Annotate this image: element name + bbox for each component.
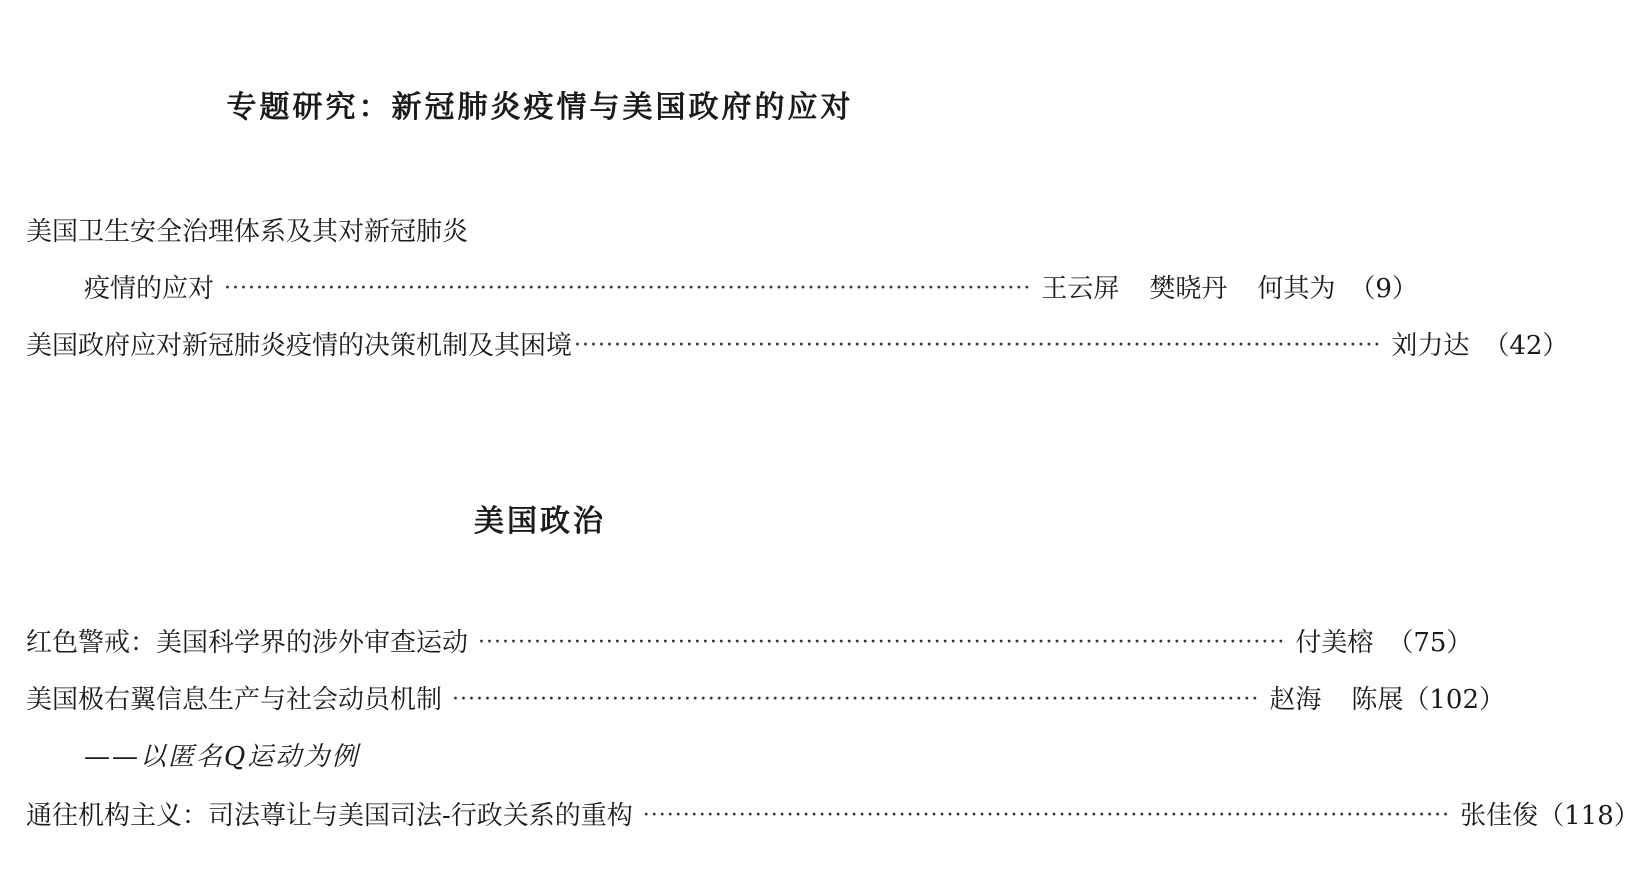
page-number: （102） bbox=[1403, 685, 1505, 715]
page-number: （75） bbox=[1387, 628, 1473, 658]
entry-title: 美国政府应对新冠肺炎疫情的决策机制及其困境 bbox=[26, 331, 573, 361]
page-number: （42） bbox=[1483, 331, 1569, 361]
dot-leader: ····································································································· bbox=[642, 803, 1451, 828]
entry-title: 美国极右翼信息生产与社会动员机制 bbox=[26, 685, 443, 715]
dot-leader: ····································································································· bbox=[452, 687, 1260, 712]
author-name: 付美榕 bbox=[1295, 628, 1374, 658]
author-name: 王云屏 bbox=[1041, 274, 1120, 304]
entry-title: 红色警戒：美国科学界的涉外审查运动 bbox=[26, 628, 469, 658]
toc-entry bbox=[26, 326, 1569, 366]
section-title: 美国政治 bbox=[474, 504, 606, 539]
toc-entry-subtitle-line bbox=[84, 737, 1050, 777]
entry-authors bbox=[1269, 680, 1403, 720]
entry-authors bbox=[1391, 326, 1469, 366]
entry-authors bbox=[1460, 796, 1538, 836]
author-name: 何其为 bbox=[1257, 274, 1336, 304]
toc-entry bbox=[26, 680, 1505, 720]
toc-entry bbox=[84, 269, 1418, 309]
author-name: 陈展 bbox=[1351, 685, 1404, 715]
toc-entry bbox=[26, 623, 1473, 663]
entry-subtitle: ——以匿名Q运动为例 bbox=[84, 742, 360, 772]
entry-title: 美国卫生安全治理体系及其对新冠肺炎 bbox=[26, 217, 469, 247]
entry-authors bbox=[1295, 623, 1373, 663]
page-number: （9） bbox=[1349, 274, 1418, 304]
author-name: 张佳俊 bbox=[1460, 801, 1539, 831]
toc-entry-title-line bbox=[26, 212, 1050, 252]
dot-leader: ····································································································· bbox=[574, 333, 1382, 358]
entry-authors bbox=[1041, 269, 1335, 309]
entry-title-continued: 疫情的应对 bbox=[84, 274, 215, 304]
author-name: 赵海 bbox=[1269, 685, 1322, 715]
dot-leader: ····································································································· bbox=[478, 630, 1286, 655]
author-name: 刘力达 bbox=[1391, 331, 1470, 361]
entry-title: 通往机构主义：司法尊让与美国司法-行政关系的重构 bbox=[26, 801, 633, 831]
author-name: 樊晓丹 bbox=[1149, 274, 1228, 304]
dot-leader: ····································································································· bbox=[224, 276, 1032, 301]
section-title: 专题研究：新冠肺炎疫情与美国政府的应对 bbox=[226, 90, 854, 125]
page-number: （118） bbox=[1538, 801, 1640, 831]
toc-entry bbox=[26, 796, 1640, 836]
